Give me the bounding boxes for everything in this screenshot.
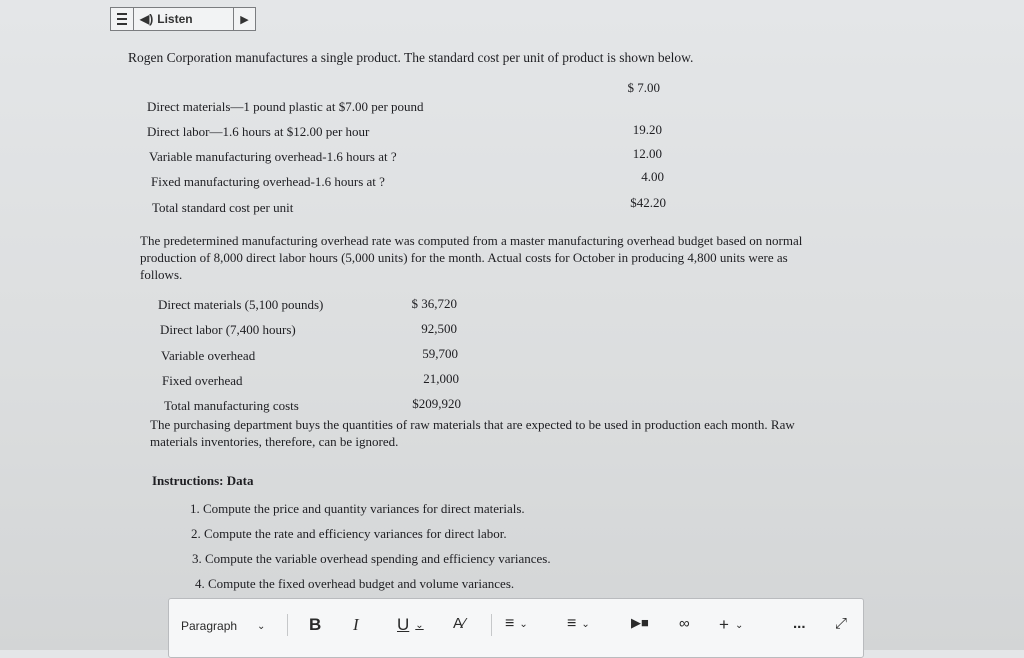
instruction-item: 3. Compute the variable overhead spending and efficiency variances. bbox=[192, 551, 551, 566]
play-icon: ▶ bbox=[240, 13, 249, 26]
problem-intro: Rogen Corporation manufactures a single product. The standard cost per unit of product is shown below. bbox=[128, 50, 694, 65]
instruction-item: 4. Compute the fixed overhead budget and volume variances. bbox=[195, 576, 515, 591]
inventory-paragraph: The purchasing department buys the quantities of raw materials that are expected to be used in production each month. Raw materials inventories, therefore, can be ignored. bbox=[150, 417, 795, 449]
italic-button[interactable]: I bbox=[353, 615, 359, 634]
actual-cost-value: 92,500 bbox=[421, 321, 457, 336]
ordered-list-icon: ≡ bbox=[567, 615, 577, 632]
std-cost-value: 12.00 bbox=[632, 146, 662, 161]
std-cost-value: 4.00 bbox=[641, 169, 664, 184]
link-button[interactable] bbox=[679, 615, 690, 632]
insert-button[interactable] bbox=[719, 615, 743, 635]
paragraph-select[interactable] bbox=[181, 619, 265, 633]
std-cost-label: Direct materials—1 pound plastic at $7.00 per pound bbox=[147, 99, 424, 114]
std-cost-value: 19.20 bbox=[632, 122, 662, 137]
budget-paragraph: The predetermined manufacturing overhead rate was computed from a master manufacturing overhead budget based on normal production of 8,000 direct labor hours (5,000 units) for the month. Actual costs for October in producing 4,800 units were as follows. bbox=[140, 233, 803, 282]
toolbar-divider bbox=[491, 614, 492, 636]
std-cost-total-value: $42.20 bbox=[630, 195, 666, 210]
fullscreen-button[interactable] bbox=[835, 615, 847, 632]
actual-cost-total-label: Total manufacturing costs bbox=[164, 398, 299, 413]
actual-cost-label: Fixed overhead bbox=[162, 373, 243, 388]
media-icon: ▶■ bbox=[631, 615, 649, 630]
actual-cost-value: 21,000 bbox=[423, 371, 459, 386]
list-button[interactable] bbox=[567, 615, 590, 633]
paragraph-select-label: Paragraph bbox=[181, 619, 238, 633]
play-button[interactable] bbox=[234, 13, 255, 26]
text-color-button[interactable] bbox=[453, 615, 466, 632]
hamburger-icon bbox=[117, 13, 127, 25]
std-cost-label: Direct labor—1.6 hours at $12.00 per hour bbox=[147, 124, 370, 139]
speaker-icon: ◀) bbox=[140, 12, 154, 26]
instruction-item: 1. Compute the price and quantity variances for direct materials. bbox=[190, 501, 525, 516]
chevron-down-icon: ⌄ bbox=[581, 618, 590, 630]
underline-button[interactable] bbox=[397, 615, 424, 635]
align-left-icon: ≡ bbox=[505, 615, 515, 632]
plus-icon: + bbox=[719, 615, 729, 634]
actual-cost-label: Direct labor (7,400 hours) bbox=[160, 322, 296, 337]
text-color-icon: A⁄ bbox=[453, 615, 466, 632]
chevron-down-icon: ⌄ bbox=[734, 619, 744, 631]
bold-button[interactable]: B bbox=[309, 615, 322, 634]
actual-cost-value: 59,700 bbox=[422, 346, 458, 361]
actual-cost-label: Variable overhead bbox=[161, 348, 256, 363]
actual-cost-value: $ 36,720 bbox=[411, 296, 457, 311]
more-button[interactable]: ... bbox=[793, 615, 806, 632]
std-cost-total-label: Total standard cost per unit bbox=[152, 200, 294, 215]
underline-label: U bbox=[397, 615, 410, 634]
chevron-down-icon: ⌄ bbox=[415, 619, 424, 631]
std-cost-label: Variable manufacturing overhead-1.6 hours at ? bbox=[149, 149, 397, 164]
listen-bar bbox=[110, 7, 256, 31]
listen-button[interactable] bbox=[134, 8, 234, 30]
align-button[interactable] bbox=[505, 615, 528, 633]
editor-toolbar bbox=[168, 598, 864, 658]
toolbar-divider bbox=[287, 614, 288, 636]
std-cost-label: Fixed manufacturing overhead-1.6 hours at ? bbox=[151, 174, 385, 189]
menu-button[interactable] bbox=[111, 8, 134, 30]
chevron-down-icon: ⌄ bbox=[257, 620, 266, 632]
chevron-down-icon: ⌄ bbox=[519, 618, 528, 630]
media-button[interactable] bbox=[631, 615, 649, 631]
expand-icon: ⤢ bbox=[835, 615, 848, 632]
listen-label: Listen bbox=[157, 12, 193, 26]
actual-cost-total-value: $209,920 bbox=[412, 396, 461, 411]
instructions-heading: Instructions: Data bbox=[152, 473, 254, 488]
instruction-item: 2. Compute the rate and efficiency variances for direct labor. bbox=[191, 526, 507, 541]
link-icon: ∞ bbox=[679, 615, 690, 632]
std-cost-value: $ 7.00 bbox=[627, 80, 660, 95]
actual-cost-label: Direct materials (5,100 pounds) bbox=[158, 297, 324, 312]
